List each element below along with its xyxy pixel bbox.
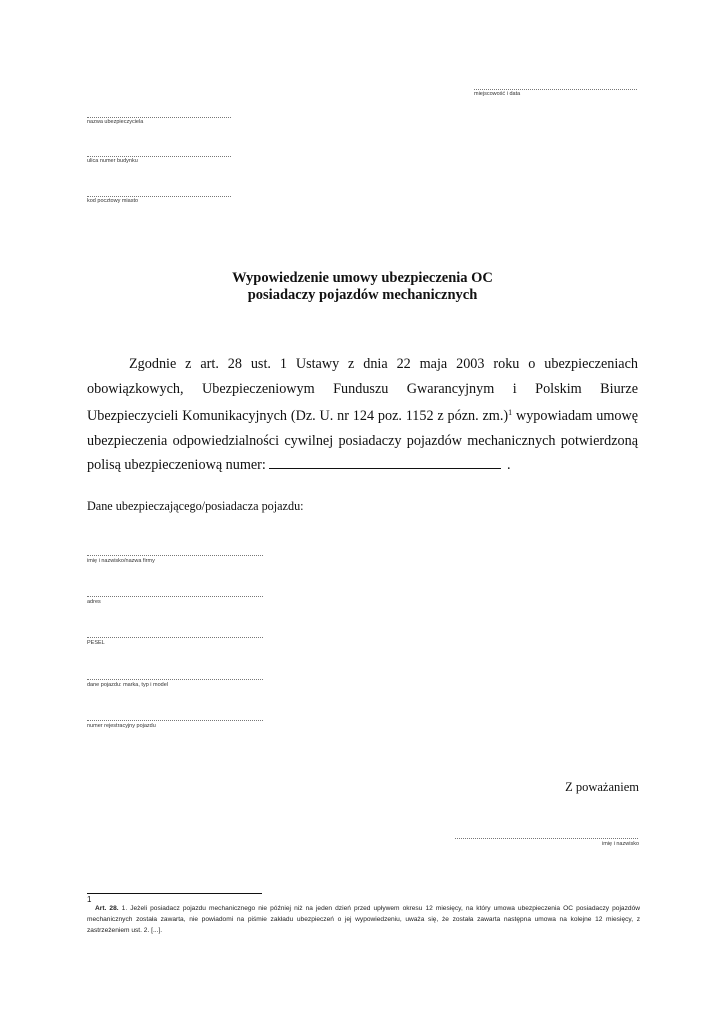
registration-label: numer rejestracyjny pojazdu: [87, 723, 156, 729]
paragraph-main-text: Zgodnie z art. 28 ust. 1 Ustawy z dnia 22 maja 2003 roku o ubezpieczeniach obowiązkowych, Ubezpieczeniowym Funduszu Gwarancyjnym i Polskim Biurze Ubezpieczycieli Komunikacyjnych (Dz. U. nr 124 poz. 1152 z pózn. zm.): [87, 356, 638, 424]
name-label: imię i nazwisko/nazwa firmy: [87, 558, 155, 564]
signature-label: imię i nazwisko: [602, 841, 639, 847]
place-date-line: [474, 89, 637, 90]
insurer-name-line: [87, 117, 231, 118]
main-paragraph: [87, 352, 638, 478]
regards-text: Z poważaniem: [565, 780, 639, 794]
address-label: adres: [87, 599, 101, 605]
vehicle-data-label: dane pojazdu: marka, typ i model: [87, 682, 169, 688]
title-line-1: Wypowiedzenie umowy ubezpieczenia OC: [232, 270, 493, 286]
street-label: ulica numer budynku: [87, 158, 138, 164]
postal-label: kod pocztowy miasto: [87, 198, 139, 204]
pesel-label: PESEL: [87, 640, 105, 646]
footnote-reference: 1: [508, 408, 513, 417]
paragraph-cont-text: wypowiadam umowę ubezpieczenia odpowiedzialności cywilnej posiadaczy pojazdów mechanicznych potwierdzoną polisą ubezpieczeniową numer:: [87, 408, 638, 473]
address-line[interactable]: [87, 596, 263, 597]
name-line[interactable]: [87, 555, 263, 556]
policyholder-heading: Dane ubezpieczającego/posiadacza pojazdu:: [87, 499, 304, 513]
vehicle-data-line[interactable]: [87, 679, 263, 680]
policy-number-field[interactable]: [269, 456, 501, 469]
signature-line[interactable]: [455, 838, 638, 839]
paragraph-end-text: .: [503, 457, 511, 473]
place-date-label: miejscowość i data: [474, 91, 521, 97]
footnote-text: [87, 903, 640, 936]
title-line-2: posiadaczy pojazdów mechanicznych: [247, 287, 478, 303]
insurer-name-label: nazwa ubezpieczyciela: [87, 119, 144, 125]
street-line: [87, 156, 231, 157]
footnote-number: 1: [87, 895, 92, 904]
footnote-separator: [87, 893, 262, 894]
registration-line[interactable]: [87, 720, 263, 721]
postal-line: [87, 196, 231, 197]
pesel-line[interactable]: [87, 637, 263, 638]
footnote-body: 1. Jeżeli posiadacz pojazdu mechanicznego nie później niż na jeden dzień przed upływem okresu 12 miesięcy, na który umowa ubezpieczenia OC posiadaczy pojazdów mechanicznych została zawarta, nie powiadomi na piśmie zakładu ubezpieczeń o jej wypowiedzeniu, uważa się, że została zawarta następna umowa na kolejne 12 miesięcy, z zastrzeżeniem ust. 2. [...].: [87, 905, 640, 934]
document-title: [0, 270, 725, 304]
footnote-article: Art. 28.: [95, 905, 119, 912]
